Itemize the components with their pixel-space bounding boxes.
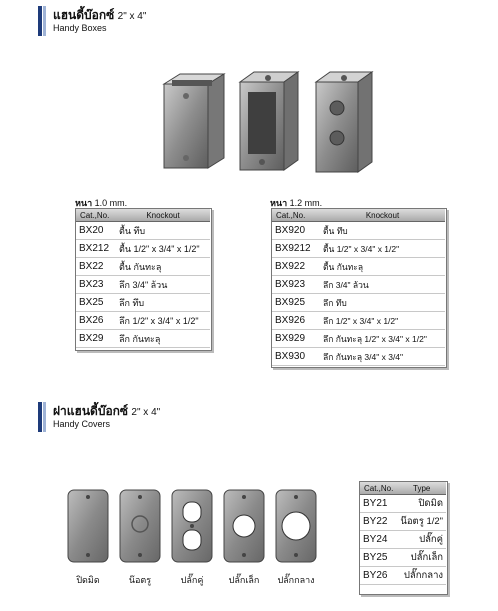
table-row [76,276,210,294]
description-cell: น๊อตรู 1/2" [397,513,446,531]
table-header-knockout: Knockout [116,209,210,222]
description-cell: ตื้น 1/2" x 3/4" x 1/2" [116,240,210,258]
description-cell: ตื้น 1/2" x 3/4" x 1/2" [320,240,445,258]
cat-no-cell: BX930 [272,348,320,366]
description-cell: ตื้น กันทะลุ [116,258,210,276]
cat-no-cell: BX23 [76,276,116,294]
cat-no-cell: BX923 [272,276,320,294]
description-cell: ลึก ทึบ [116,294,210,312]
table-row [272,312,445,330]
description-cell: ลึก กันทะลุ [116,330,210,348]
cat-no-cell: BX212 [76,240,116,258]
description-cell: ลึก 3/4" ล้วน [116,276,210,294]
cover-caption-blank: ปิดมิด [76,575,100,585]
cat-no-cell: BX9212 [272,240,320,258]
cat-no-cell: BX929 [272,330,320,348]
description-cell: ลึก 1/2" x 3/4" x 1/2" [116,312,210,330]
accent-bar-light [43,402,46,432]
cover-caption-small: ปลั๊กเล็ก [228,575,260,585]
cover-caption-medium: ปลั๊กกลาง [277,575,315,585]
description-cell: ลึก 1/2" x 3/4" x 1/2" [320,312,445,330]
table2-thickness-value: 1.2 mm. [289,198,323,208]
handy-box-open [240,72,298,170]
cat-no-cell: BX922 [272,258,320,276]
table1 [76,209,210,348]
table1-thickness-label: หนา [75,198,93,208]
cat-no-cell: BX20 [76,222,116,240]
table-row [76,312,210,330]
covers-subtitle: Handy Covers [53,419,111,429]
table-row [76,330,210,348]
description-cell: ลึก 3/4" ล้วน [320,276,445,294]
cover-knockout [120,490,160,562]
description-cell: ลึก กันทะลุ 1/2" x 3/4" x 1/2" [320,330,445,348]
cover-medium-receptacle [276,490,316,562]
table-row [272,276,445,294]
table-row [360,567,446,585]
cat-no-cell: BX920 [272,222,320,240]
cat-no-cell: BY21 [360,495,397,513]
cover-duplex [172,490,212,562]
description-cell: ปิดมิด [397,495,446,513]
cat-no-cell: BY24 [360,531,397,549]
table2 [272,209,445,366]
table-row [272,294,445,312]
description-cell: ตื้น ทึบ [116,222,210,240]
table-header-row [272,209,445,222]
covers-size: 2" x 4" [131,407,161,418]
accent-bar [38,402,42,432]
description-cell: ปลั๊กเล็ก [397,549,446,567]
table2-thickness-label: หนา [270,198,288,208]
cat-no-cell: BX22 [76,258,116,276]
covers-title-thai: ฝาแฮนดี้บ๊อกซ์ [53,404,129,418]
table-row [272,258,445,276]
cover-small-receptacle [224,490,264,562]
table-header-type: Type [397,482,446,495]
handy-boxes-photo [158,68,378,178]
handy-box-deep [316,72,372,172]
cover-caption-duplex: ปลั๊กคู่ [180,575,204,585]
description-cell: ตื้น กันทะลุ [320,258,445,276]
table-row [76,240,210,258]
cat-no-cell: BX25 [76,294,116,312]
table-row [272,348,445,366]
description-cell: ลึก ทึบ [320,294,445,312]
cat-no-cell: BX26 [76,312,116,330]
cover-blank [68,490,108,562]
table-row [76,222,210,240]
handy-covers-photo [64,488,326,566]
accent-bar-light [43,6,46,36]
table-header-knockout: Knockout [320,209,445,222]
description-cell: ตื้น ทึบ [320,222,445,240]
boxes-title-thai: แฮนดี้บ๊อกซ์ [53,8,115,22]
table-row [360,513,446,531]
cat-no-cell: BX29 [76,330,116,348]
table-header-cat: Cat.,No. [272,209,320,222]
table-header-cat: Cat.,No. [76,209,116,222]
boxes-subtitle: Handy Boxes [53,23,107,33]
table3 [360,482,446,585]
table-header-cat: Cat.,No. [360,482,397,495]
table-header-row [76,209,210,222]
table-row [360,531,446,549]
table-row [76,258,210,276]
table-row [360,549,446,567]
description-cell: ปลั๊กกลาง [397,567,446,585]
table-row [272,330,445,348]
table-row [272,222,445,240]
table-row [76,294,210,312]
description-cell: ลึก กันทะลุ 3/4" x 3/4" [320,348,445,366]
cat-no-cell: BY22 [360,513,397,531]
table-header-row [360,482,446,495]
cat-no-cell: BY25 [360,549,397,567]
description-cell: ปลั๊กคู่ [397,531,446,549]
table1-thickness-value: 1.0 mm. [94,198,128,208]
handy-box-shallow [164,74,224,168]
boxes-size: 2" x 4" [117,11,147,22]
accent-bar [38,6,42,36]
table-row [272,240,445,258]
cat-no-cell: BY26 [360,567,397,585]
cat-no-cell: BX925 [272,294,320,312]
cat-no-cell: BX926 [272,312,320,330]
cover-caption-knockout: น๊อตรู [128,575,152,585]
table-row [360,495,446,513]
